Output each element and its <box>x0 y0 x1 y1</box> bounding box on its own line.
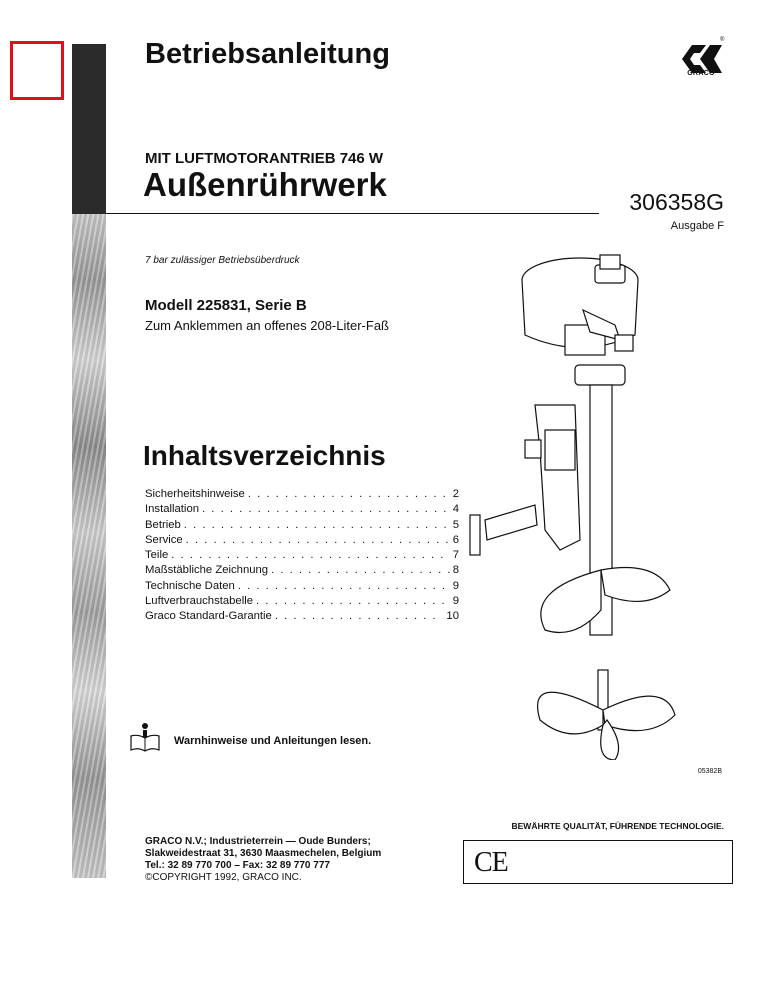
graco-logo-text: GRACO <box>687 70 715 77</box>
registered-mark: ® <box>720 37 725 43</box>
toc-item-label: Installation <box>145 503 200 516</box>
toc-item[interactable] <box>145 487 459 502</box>
toc-item-page: 7 <box>452 549 459 562</box>
toc-item[interactable] <box>145 518 459 533</box>
toc-title: Inhaltsverzeichnis <box>143 440 386 471</box>
product-subtitle: MIT LUFTMOTORANTRIEB 746 W <box>145 150 384 167</box>
toc-item-label: Sicherheitshinweise <box>145 488 245 500</box>
sidebar-dark-band <box>72 44 106 214</box>
address-line-3: Tel.: 32 89 770 700 – Fax: 32 89 770 777 <box>145 860 330 871</box>
address-line-1: GRACO N.V.; Industrieterrein — Oude Bunders; <box>145 836 371 847</box>
address-line-2: Slakweidestraat 31, 3630 Maasmechelen, Belgium <box>145 848 382 859</box>
agitator-illustration <box>465 240 695 760</box>
warning-text: Warnhinweise und Anleitungen lesen. <box>174 735 372 747</box>
toc-item[interactable] <box>145 548 459 563</box>
toc-item-label: Luftverbrauchstabelle <box>145 595 254 608</box>
brand-tagline: BEWÄHRTE QUALITÄT, FÜHRENDE TECHNOLOGIE. <box>511 821 724 831</box>
document-type-title: Betriebsanleitung <box>145 38 390 70</box>
manual-warning-icon <box>128 722 162 754</box>
company-address <box>145 836 381 884</box>
ce-mark-box <box>463 840 733 884</box>
toc-item-label: Betrieb <box>145 518 181 531</box>
toc-item[interactable] <box>145 594 459 609</box>
toc-item-page: 5 <box>452 518 459 531</box>
title-rule <box>106 213 599 214</box>
copyright: ©COPYRIGHT 1992, GRACO INC. <box>145 872 302 883</box>
product-title: Außenrührwerk <box>143 166 387 203</box>
toc-item-label: Graco Standard-Garantie <box>145 610 272 623</box>
pressure-note: 7 bar zulässiger Betriebsüberdruck <box>145 255 300 266</box>
toc-item-page: 9 <box>452 595 459 608</box>
toc-item-label: Maßstäbliche Zeichnung <box>145 564 269 577</box>
toc-item[interactable] <box>145 502 459 517</box>
ce-mark: CE <box>474 847 508 878</box>
toc-item-page: 9 <box>452 579 459 592</box>
toc-item-page: 8 <box>452 564 459 577</box>
toc-item[interactable] <box>145 563 459 578</box>
toc-item-page: 4 <box>452 503 459 516</box>
toc-item-label: Technische Daten <box>145 579 235 592</box>
sidebar-textured-band <box>72 214 106 878</box>
toc-item-page: 2 <box>452 488 459 500</box>
edition-label: Ausgabe F <box>670 220 724 232</box>
selection-marker <box>10 41 64 100</box>
toc-item[interactable] <box>145 533 459 548</box>
toc-item-page: 6 <box>452 533 459 546</box>
toc-item-label: Service <box>145 533 183 546</box>
clamp-note: Zum Anklemmen an offenes 208-Liter-Faß <box>145 318 389 333</box>
table-of-contents <box>145 487 459 625</box>
document-number: 306358G <box>629 189 724 215</box>
toc-item-page: 10 <box>446 610 459 623</box>
model-heading: Modell 225831, Serie B <box>145 297 307 314</box>
toc-item[interactable] <box>145 609 459 624</box>
toc-item[interactable] <box>145 579 459 594</box>
toc-item-label: Teile <box>145 549 169 562</box>
figure-code: 05382B <box>697 768 722 775</box>
